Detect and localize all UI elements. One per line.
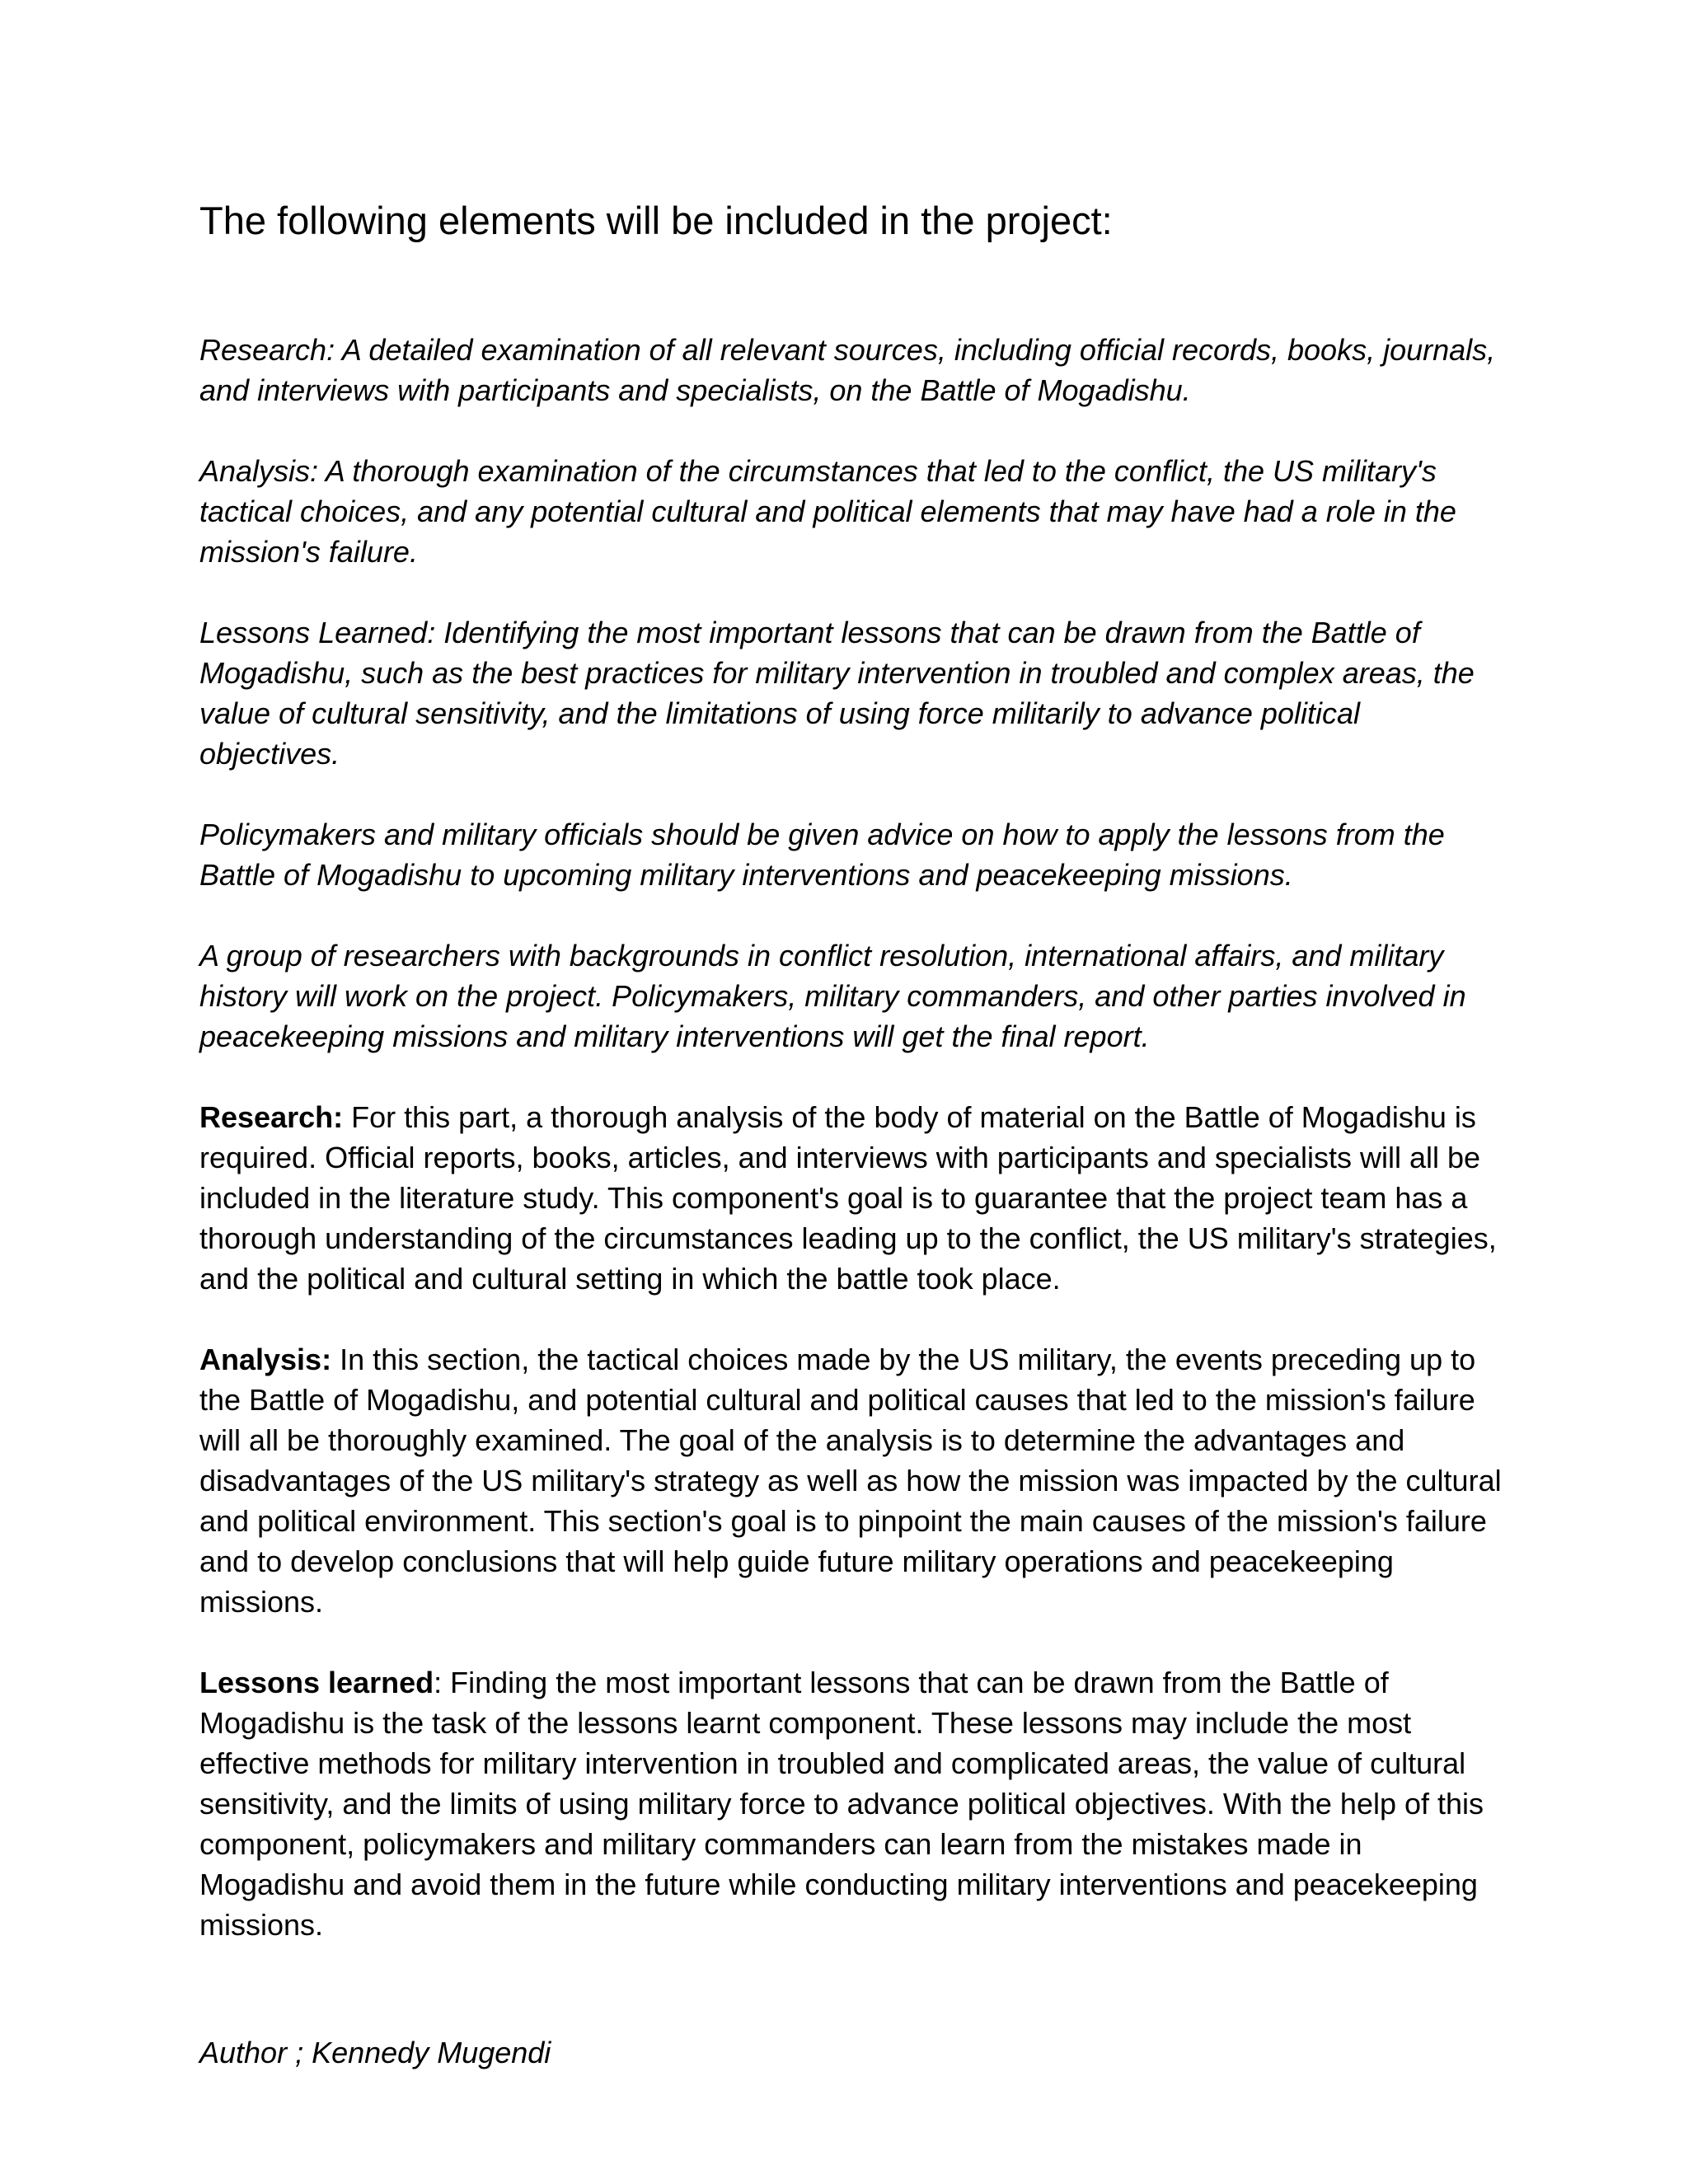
document-heading: The following elements will be included in the project: — [199, 199, 1113, 242]
section-research-text: For this part, a thorough analysis of the body of material on the Battle of Mogadishu is required. Official reports, books, articles, and interviews with participants and specialists will all be included in the literature study. This component's goal is to guarantee that the project team has a thorough understanding of the circumstances leading up to the conflict, the US military's strategies, and the political and cultural setting in which the battle took place. — [199, 1100, 1497, 1296]
author-line: Author ; Kennedy Mugendi — [199, 2036, 551, 2069]
italic-paragraph-lessons-learned: Lessons Learned: Identifying the most important lessons that can be drawn from the Battle of Mogadishu, such as the best practices for military intervention in troubled and complex areas, the value of cultural sensitivity, and the limitations of using force militarily to advance political objectives. — [199, 616, 1475, 771]
italic-paragraph-research: Research: A detailed examination of all relevant sources, including official records, books, journals, and interviews with participants and specialists, on the Battle of Mogadishu. — [199, 333, 1496, 407]
section-analysis-label: Analysis: — [199, 1343, 332, 1376]
section-research-label: Research: — [199, 1100, 344, 1134]
section-research — [199, 1097, 1502, 1299]
section-analysis-text: In this section, the tactical choices made by the US military, the events preceding up to the Battle of Mogadishu, and potential cultural and political causes that led to the mission's failure will all be thoroughly examined. The goal of the analysis is to determine the advantages and disadvantages of the US military's strategy as well as how the mission was impacted by the cultural and political environment. This section's goal is to pinpoint the main causes of the mission's failure and to develop conclusions that will help guide future military operations and peacekeeping missions. — [199, 1343, 1502, 1619]
section-analysis — [199, 1339, 1502, 1622]
section-lessons-learned — [199, 1662, 1502, 1945]
section-lessons-learned-text: : Finding the most important lessons that can be drawn from the Battle of Mogadishu is the task of the lessons learnt component. These lessons may include the most effective methods for military intervention in troubled and complicated areas, the value of cultural sensitivity, and the limits of using military force to advance political objectives. With the help of this component, policymakers and military commanders can learn from the mistakes made in Mogadishu and avoid them in the future while conducting military interventions and peacekeeping missions. — [199, 1666, 1484, 1942]
italic-paragraph-research-group: A group of researchers with backgrounds in conflict resolution, international affairs, and military history will work on the project. Policymakers, military commanders, and other parties involved in peacekeeping missions and military interventions will get the final report. — [199, 939, 1466, 1053]
document-body — [199, 330, 1502, 1985]
italic-paragraph-analysis: Analysis: A thorough examination of the circumstances that led to the conflict, the US military's tactical choices, and any potential cultural and political elements that may have had a role in the mission's failure. — [199, 454, 1456, 569]
section-lessons-learned-label: Lessons learned — [199, 1666, 434, 1699]
italic-paragraph-policymakers: Policymakers and military officials should be given advice on how to apply the lessons from the Battle of Mogadishu to upcoming military interventions and peacekeeping missions. — [199, 818, 1445, 892]
